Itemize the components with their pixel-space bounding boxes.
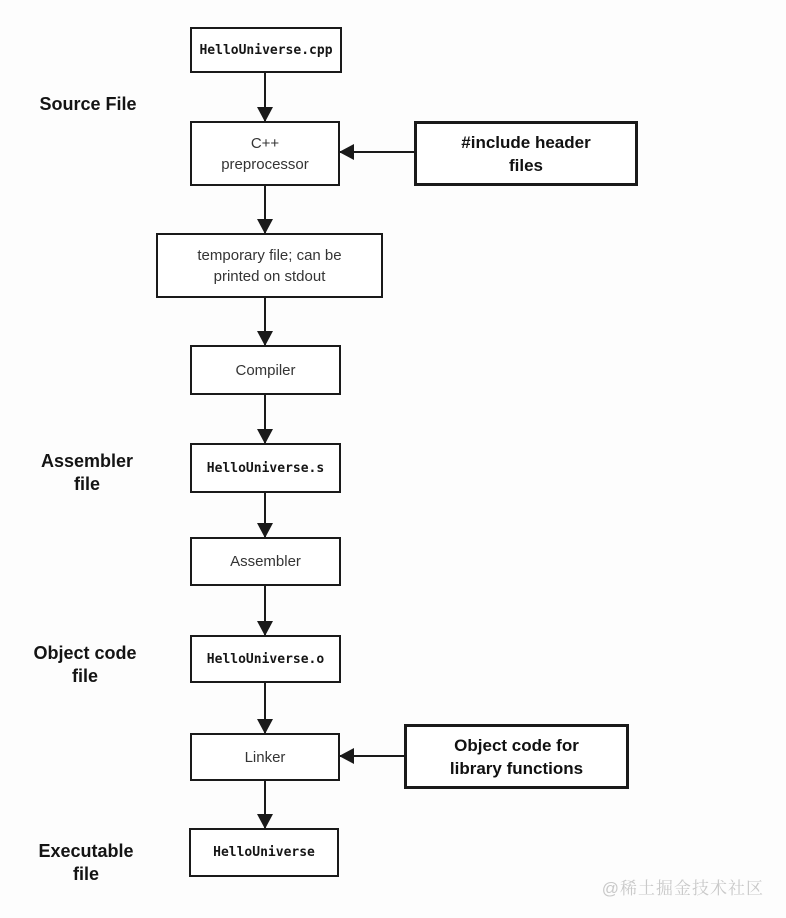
arrow-objectfile-to-linker [264,683,266,733]
node-temporary-file-line1: temporary file; can be [197,246,342,264]
node-object-code-library-line1: Object code for [454,735,579,755]
node-cpp-preprocessor-line1: C++ [250,134,280,152]
node-temporary-file [156,233,383,298]
node-include-header-files [414,121,638,186]
node-temporary-file-line2: printed on stdout [213,267,326,285]
label-source-file-line1: Source File [39,94,137,114]
node-source-cpp-file [190,27,342,73]
node-object-file [190,635,341,683]
node-object-code-library [404,724,629,789]
node-compiler [190,345,341,395]
arrow-linker-to-executable [264,781,266,828]
label-object-code-file-line2: file [71,666,98,686]
node-compiler-label: Compiler [235,361,296,379]
node-assembler [190,537,341,586]
label-assembler-file-line2: file [73,474,100,494]
node-include-header-files-line2: files [508,155,544,175]
node-object-file-label: HelloUniverse.o [206,651,325,667]
arrow-assembler-to-objectfile [264,586,266,635]
arrow-preprocessor-to-tempfile [264,186,266,233]
label-executable-file [26,840,146,886]
node-cpp-preprocessor-line2: preprocessor [221,155,309,173]
arrow-librarycode-to-linker [340,755,404,757]
label-object-code-file-line1: Object code [33,643,137,663]
node-object-code-library-line2: library functions [449,758,584,778]
node-executable-label: HelloUniverse [213,845,315,860]
arrow-includeheaders-to-preprocessor [340,151,414,153]
node-linker [190,733,340,781]
node-assembler-label: Assembler [230,553,301,570]
node-assembly-file [190,443,341,493]
node-cpp-preprocessor [190,121,340,186]
label-executable-file-line2: file [72,864,99,884]
node-executable [189,828,339,877]
node-linker-label: Linker [244,748,286,766]
node-include-header-files-line1: #include header [461,132,591,152]
arrow-compiler-to-asmfile [264,395,266,443]
label-executable-file-line1: Executable [38,841,134,861]
node-source-cpp-file-label: HelloUniverse.cpp [199,42,333,58]
node-assembly-file-label: HelloUniverse.s [206,460,325,476]
arrow-asmfile-to-assembler [264,493,266,537]
label-object-code-file [20,642,150,688]
arrow-cppfile-to-preprocessor [264,73,266,121]
label-assembler-file [32,450,142,496]
arrow-tempfile-to-compiler [264,298,266,345]
watermark-text: @稀土掘金技术社区 [601,879,764,898]
label-assembler-file-line1: Assembler [40,451,134,471]
label-source-file [30,93,146,116]
